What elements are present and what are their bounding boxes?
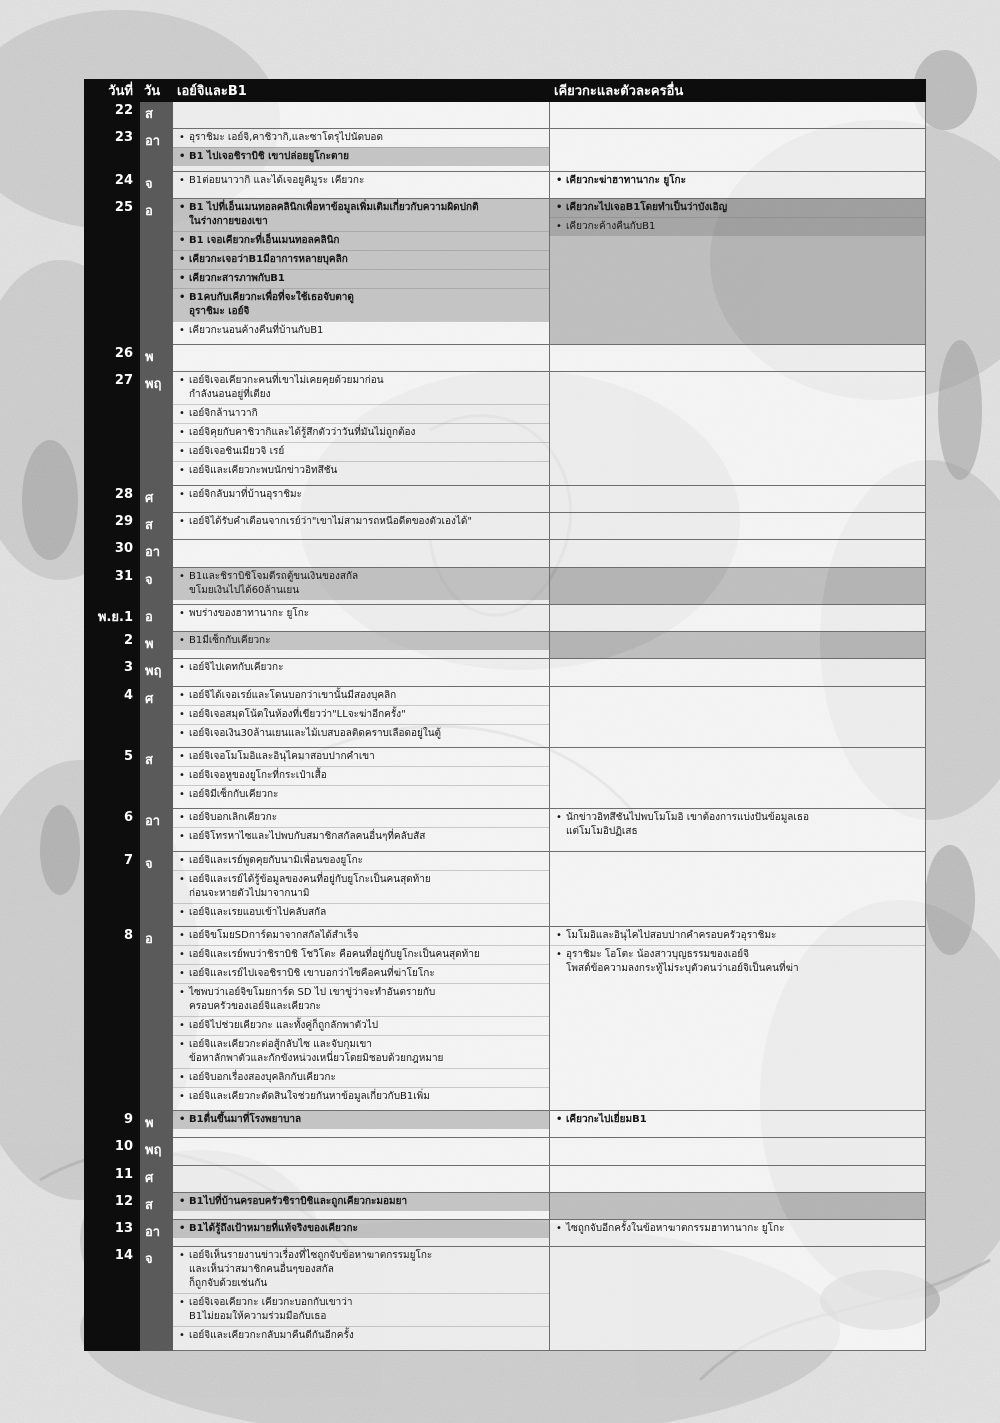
timeline-row xyxy=(85,604,926,631)
row-date: 4 xyxy=(85,686,140,747)
row-date: 27 xyxy=(85,372,140,485)
timeline-row xyxy=(85,1220,926,1247)
timeline-row xyxy=(85,1138,926,1165)
event-item: • เอย์จิเจอเคียวกะ เคียวกะบอกกับเขาว่า B1ไม่ยอมให้ความร่วมมือกับเธอ xyxy=(173,1293,549,1326)
event-item: • เอย์จิเจอเคียวกะคนที่เขาไม่เคยคุยด้วยมาก่อน กำลังนอนอยู่ที่เตียง xyxy=(173,372,549,404)
row-date: 22 xyxy=(85,102,140,129)
event-item: • เอย์จิและเคียวกะตัดสินใจช่วยกันหาข้อมูลเกี่ยวกับB1เพิ่ม xyxy=(173,1087,549,1106)
event-item: • อุราชิมะ เอย์จิ,คาชิวากิ,และซาโตรุไปนัดบอด xyxy=(173,129,549,147)
event-item: • เอย์จิบอกเรื่องสองบุคลิกกับเคียวกะ xyxy=(173,1068,549,1087)
row-date: 24 xyxy=(85,171,140,198)
timeline-row xyxy=(85,809,926,851)
kyouka-others-events xyxy=(550,171,926,198)
row-date: 28 xyxy=(85,485,140,512)
eiji-b1-events xyxy=(173,1247,550,1350)
timeline-row xyxy=(85,102,926,129)
row-day: ส xyxy=(140,1192,173,1219)
event-item: • เอย์จิและเรย์ได้รู้ข้อมูลของคนที่อยู่กับยูโกะเป็นคนสุดท้าย ก่อนจะหายตัวไปมาจากนามิ xyxy=(173,870,549,903)
event-item: • เอย์จิเห็นรายงานข่าวเรื่องที่ไซถูกจับข้อหาฆาตกรรมยูโกะ และเห็นว่าสมาชิกคนอื่นๆของสกัล ก็ถูกจับด้วยเช่นกัน xyxy=(173,1247,549,1293)
timeline-row xyxy=(85,1111,926,1138)
row-day: ศ xyxy=(140,686,173,747)
row-day: อ xyxy=(140,926,173,1110)
eiji-b1-events xyxy=(173,171,550,198)
event-item: • เอย์จิได้เจอเรย์และโดนบอกว่าเขานั้นมีสองบุคลิก xyxy=(173,687,549,705)
timeline-row xyxy=(85,659,926,686)
row-date: 31 xyxy=(85,567,140,604)
event-item: • เอย์จิและเคียวกะกลับมาคืนดีกันอีกครั้ง xyxy=(173,1326,549,1345)
row-date: 25 xyxy=(85,198,140,344)
row-date: พ.ย.1 xyxy=(85,604,140,631)
kyouka-others-events xyxy=(550,567,926,604)
event-item: • B1 ไปที่เอ็นเมนทอลคลินิกเพื่อหาข้อมูลเพิ่มเติมเกี่ยวกับความผิดปกติ ในร่างกายของเขา xyxy=(173,199,549,231)
timeline-body xyxy=(85,102,926,1351)
event-item: • พบร่างของฮาทานากะ ยูโกะ xyxy=(173,605,549,623)
kyouka-others-events xyxy=(550,1111,926,1138)
row-date: 9 xyxy=(85,1111,140,1138)
timeline-row xyxy=(85,567,926,604)
timeline-row xyxy=(85,632,926,659)
event-item: • เอย์จิคุยกับคาชิวากิและได้รู้สึกตัวว่าวันที่มันไม่ถูกต้อง xyxy=(173,423,549,442)
row-date: 10 xyxy=(85,1138,140,1165)
row-day: อ xyxy=(140,604,173,631)
eiji-b1-events xyxy=(173,540,550,567)
row-day: จ xyxy=(140,171,173,198)
kyouka-others-events xyxy=(550,102,926,129)
timeline-row xyxy=(85,686,926,747)
timeline-row xyxy=(85,926,926,1110)
timeline-row xyxy=(85,1165,926,1192)
row-date: 30 xyxy=(85,540,140,567)
event-item: • ไซถูกจับอีกครั้งในข้อหาฆาตกรรมฮาทานากะ ยูโกะ xyxy=(550,1220,925,1238)
eiji-b1-events xyxy=(173,1138,550,1165)
row-day: ศ xyxy=(140,1165,173,1192)
row-day: ส xyxy=(140,512,173,539)
timeline-row xyxy=(85,1192,926,1219)
kyouka-others-events xyxy=(550,345,926,372)
row-day: พฤ xyxy=(140,372,173,485)
event-item: • B1 ไปเจอชิราบิชิ เขาปล่อยยูโกะตาย xyxy=(173,147,549,166)
event-item: • เอย์จิเจอเงิน30ล้านเยนและไม้เบสบอลติดคราบเลือดอยู่ในตู้ xyxy=(173,724,549,743)
row-day: อา xyxy=(140,1220,173,1247)
kyouka-others-events xyxy=(550,512,926,539)
event-item: • เอย์จิเจอหูของยูโกะที่กระเป๋าเสื้อ xyxy=(173,766,549,785)
row-day: ศ xyxy=(140,485,173,512)
kyouka-others-events xyxy=(550,1165,926,1192)
event-item: • อุราชิมะ โอโตะ น้องสาวบุญธรรมของเอย์จิ โพสต์ข้อความลงกระทู้ไม่ระบุตัวตนว่าเอย์จิเป็นคนที่ฆ่า xyxy=(550,945,925,978)
kyouka-others-events xyxy=(550,604,926,631)
timeline-row xyxy=(85,540,926,567)
event-item: • เคียวกะเจอว่าB1มีอาการหลายบุคลิก xyxy=(173,250,549,269)
kyouka-others-events xyxy=(550,851,926,926)
timeline-row xyxy=(85,851,926,926)
eiji-b1-events xyxy=(173,129,550,171)
event-item: • B1มีเซ็กกับเคียวกะ xyxy=(173,632,549,650)
row-date: 13 xyxy=(85,1220,140,1247)
timeline-row xyxy=(85,129,926,171)
kyouka-others-events xyxy=(550,485,926,512)
eiji-b1-events xyxy=(173,1220,550,1247)
event-item: • เอย์จิบอกเลิกเคียวกะ xyxy=(173,809,549,827)
eiji-b1-events xyxy=(173,372,550,485)
eiji-b1-events xyxy=(173,345,550,372)
row-date: 2 xyxy=(85,632,140,659)
event-item: • เอย์จิและเรยแอบเข้าไปคลับสกัล xyxy=(173,903,549,922)
eiji-b1-events xyxy=(173,926,550,1110)
header-date: วันที่ xyxy=(85,80,140,102)
event-item: • B1คบกับเคียวกะเพื่อที่จะใช้เธอจับตาดู อุราชิมะ เอย์จิ xyxy=(173,288,549,321)
event-item: • เอย์จิได้รับคำเตือนจากเรย์ว่า"เขาไม่สามารถหนีอดีตของตัวเองได้" xyxy=(173,513,549,531)
row-day: อา xyxy=(140,129,173,171)
event-item: • B1 เจอเคียวกะที่เอ็นเมนทอลคลินิก xyxy=(173,231,549,250)
row-date: 26 xyxy=(85,345,140,372)
kyouka-others-events xyxy=(550,372,926,485)
event-item: • โมโมอิและอินุไคไปสอบปากคำครอบครัวอุราชิมะ xyxy=(550,927,925,945)
event-item: • เคียวกะไปเยี่ยมB1 xyxy=(550,1111,925,1129)
timeline-table xyxy=(84,79,926,1351)
row-day: ส xyxy=(140,102,173,129)
event-item: • เอย์จิกลับมาที่บ้านอุราชิมะ xyxy=(173,486,549,504)
kyouka-others-events xyxy=(550,198,926,344)
row-date: 11 xyxy=(85,1165,140,1192)
timeline-sheet xyxy=(84,79,925,1351)
event-item: • เคียวกะไปเจอB1โดยทำเป็นว่าบังเอิญ xyxy=(550,199,925,217)
event-item: • B1ได้รู้ถึงเป้าหมายที่แท้จริงของเคียวกะ xyxy=(173,1220,549,1238)
row-day: พ xyxy=(140,1111,173,1138)
eiji-b1-events xyxy=(173,1111,550,1138)
eiji-b1-events xyxy=(173,686,550,747)
eiji-b1-events xyxy=(173,198,550,344)
row-day: จ xyxy=(140,567,173,604)
row-day: ส xyxy=(140,747,173,808)
event-item: • เอย์จิโทรหาไซและไปพบกับสมาชิกสกัลคนอื่นๆที่คลับสัส xyxy=(173,827,549,846)
row-date: 23 xyxy=(85,129,140,171)
kyouka-others-events xyxy=(550,129,926,171)
row-day: พฤ xyxy=(140,659,173,686)
kyouka-others-events xyxy=(550,747,926,808)
kyouka-others-events xyxy=(550,809,926,851)
row-day: อา xyxy=(140,809,173,851)
kyouka-others-events xyxy=(550,1138,926,1165)
eiji-b1-events xyxy=(173,567,550,604)
event-item: • B1ไปที่บ้านครอบครัวชิราบิชิและถูกเคียวกะมอมยา xyxy=(173,1193,549,1211)
event-item: • เอย์จิเจอโมโมอิและอินุไคมาสอบปากคำเขา xyxy=(173,748,549,766)
eiji-b1-events xyxy=(173,512,550,539)
eiji-b1-events xyxy=(173,659,550,686)
row-date: 5 xyxy=(85,747,140,808)
event-item: • เอย์จิและเรย์พูดคุยกับนามิเพื่อนของยูโกะ xyxy=(173,852,549,870)
kyouka-others-events xyxy=(550,540,926,567)
event-item: • B1ตื่นขึ้นมาที่โรงพยาบาล xyxy=(173,1111,549,1129)
eiji-b1-events xyxy=(173,604,550,631)
event-item: • เอย์จิและเรย์ไปเจอชิราบิชิ เขาบอกว่าไซคือคนที่ฆ่าโยโกะ xyxy=(173,964,549,983)
row-date: 6 xyxy=(85,809,140,851)
row-date: 14 xyxy=(85,1247,140,1350)
event-item: • B1และชิราบิชิโจมตีรถตู้ขนเงินของสกัล ขโมยเงินไปได้60ล้านเยน xyxy=(173,568,549,600)
event-item: • เอย์จิกล้านาวากิ xyxy=(173,404,549,423)
eiji-b1-events xyxy=(173,632,550,659)
event-item: • นักข่าวอิทสึชันไปพบโมโมอิ เขาต้องการแบ่งปันข้อมูลเธอ แต่โมโมอิปฏิเสธ xyxy=(550,809,925,841)
row-day: อ xyxy=(140,198,173,344)
row-date: 29 xyxy=(85,512,140,539)
timeline-row xyxy=(85,485,926,512)
row-day: จ xyxy=(140,1247,173,1350)
header-other: เคียวกะและตัวละครอื่น xyxy=(550,80,926,102)
event-item: • เอย์จิเจอสมุดโน้ตในห้องที่เขียวว่า"LLจะฆ่าอีกครั้ง" xyxy=(173,705,549,724)
event-item: • เคียวกะสารภาพกับB1 xyxy=(173,269,549,288)
event-item: • เอย์จิไปช่วยเคียวกะ และทั้งคู่ก็ถูกลักพาตัวไป xyxy=(173,1016,549,1035)
eiji-b1-events xyxy=(173,851,550,926)
eiji-b1-events xyxy=(173,485,550,512)
eiji-b1-events xyxy=(173,102,550,129)
event-item: • เคียวกะค้างคืนกับB1 xyxy=(550,217,925,236)
row-day: พฤ xyxy=(140,1138,173,1165)
timeline-header-row xyxy=(85,80,926,102)
row-day: พ xyxy=(140,632,173,659)
event-item: • เอย์จิไปเดทกับเคียวกะ xyxy=(173,659,549,677)
timeline-row xyxy=(85,198,926,344)
timeline-row xyxy=(85,1247,926,1350)
kyouka-others-events xyxy=(550,686,926,747)
timeline-row xyxy=(85,512,926,539)
timeline-row xyxy=(85,345,926,372)
kyouka-others-events xyxy=(550,632,926,659)
event-item: • เอย์จิและเรย์พบว่าชิราบิชิ โชวิโตะ คือคนที่อยู่กับยูโกะเป็นคนสุดท้าย xyxy=(173,945,549,964)
timeline-row xyxy=(85,747,926,808)
event-item: • เอย์จิมีเซ็กกับเคียวกะ xyxy=(173,785,549,804)
row-date: 7 xyxy=(85,851,140,926)
timeline-row xyxy=(85,372,926,485)
header-day: วัน xyxy=(140,80,173,102)
event-item: • เอย์จิเจอชินเมียวจิ เรย์ xyxy=(173,442,549,461)
eiji-b1-events xyxy=(173,809,550,851)
kyouka-others-events xyxy=(550,1247,926,1350)
event-item: • เอย์จิและเคียวกะพบนักข่าวอิทสึชัน xyxy=(173,461,549,480)
row-date: 12 xyxy=(85,1192,140,1219)
eiji-b1-events xyxy=(173,1165,550,1192)
kyouka-others-events xyxy=(550,659,926,686)
event-item: • เคียวกะนอนค้างคืนที่บ้านกับB1 xyxy=(173,321,549,340)
row-day: อา xyxy=(140,540,173,567)
row-day: จ xyxy=(140,851,173,926)
event-item: • เคียวกะฆ่าฮาทานากะ ยูโกะ xyxy=(550,172,925,190)
header-main: เอย์จิและB1 xyxy=(173,80,550,102)
row-date: 8 xyxy=(85,926,140,1110)
kyouka-others-events xyxy=(550,926,926,1110)
kyouka-others-events xyxy=(550,1192,926,1219)
row-day: พ xyxy=(140,345,173,372)
kyouka-others-events xyxy=(550,1220,926,1247)
eiji-b1-events xyxy=(173,1192,550,1219)
event-item: • เอย์จิและเคียวกะต่อสู้กลับไซ และจับกุมเขา ข้อหาลักพาตัวและกักขังหน่วงเหนี่ยวโดยมิชอบด้วยกฎหมาย xyxy=(173,1035,549,1068)
row-date: 3 xyxy=(85,659,140,686)
event-item: • ไซพบว่าเอย์จิขโมยการ์ด SD ไป เขาขู่ว่าจะทำอันตรายกับ ครอบครัวของเอย์จิและเคียวกะ xyxy=(173,983,549,1016)
event-item: • B1ต่อยนาวากิ และได้เจอยูคิมูระ เคียวกะ xyxy=(173,172,549,190)
timeline-row xyxy=(85,171,926,198)
event-item: • เอย์จิขโมยSDการ์ดมาจากสกัลได้สำเร็จ xyxy=(173,927,549,945)
eiji-b1-events xyxy=(173,747,550,808)
